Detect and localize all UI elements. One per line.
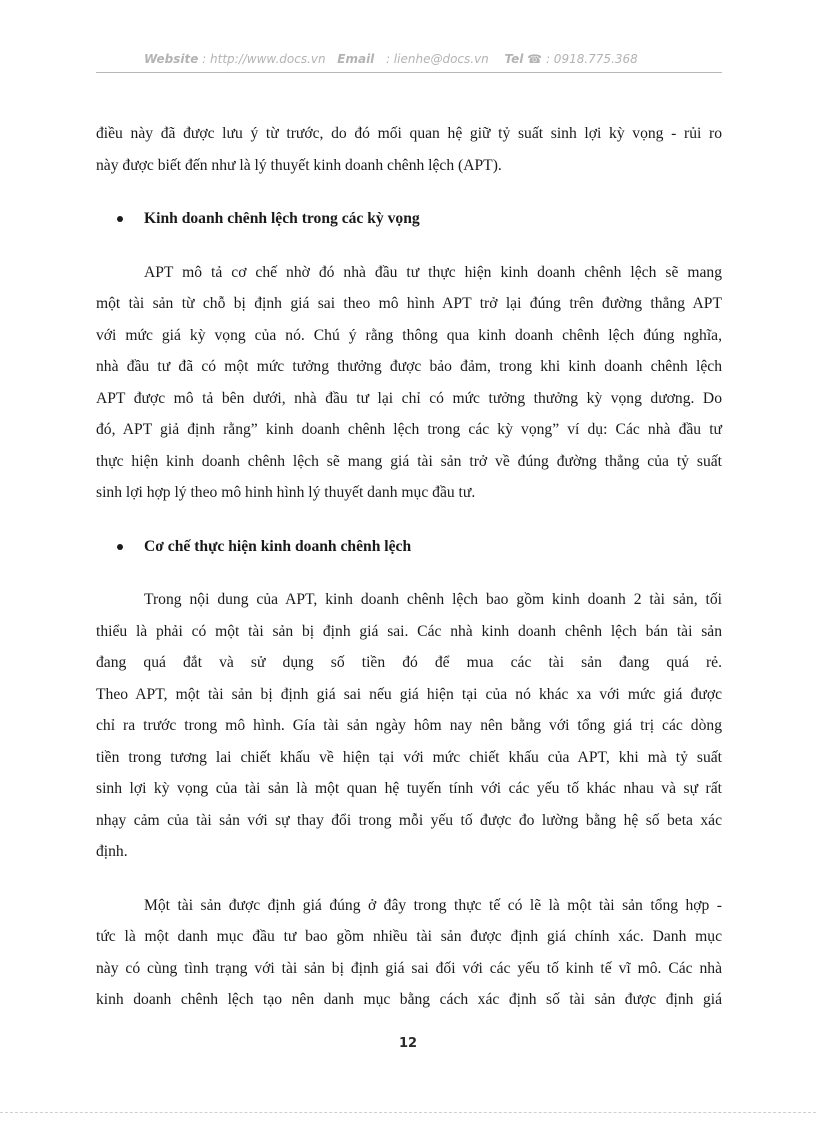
paragraph-line: với mức giá kỳ vọng của nó. Chú ý rằng thông qua kinh doanh chênh lệch đúng nghĩa, (96, 326, 722, 344)
paragraph-line: APT được mô tả bên dưới, nhà đầu tư lại chỉ có mức tưởng thưởng kỳ vọng dương. Do (96, 389, 722, 407)
paragraph-line: nhà đầu tư đã có một mức tưởng thưởng được bảo đảm, trong khi kinh doanh chênh lệch (96, 358, 722, 375)
heading-text: Cơ chế thực hiện kinh doanh chênh lệch (144, 537, 412, 555)
paragraph-line: APT mô tả cơ chế nhờ đó nhà đầu tư thực hiện kinh doanh chênh lệch sẽ mang (144, 263, 722, 281)
tel-label: Tel (504, 52, 524, 66)
tel-number: : 0918.775.368 (545, 52, 638, 66)
paragraph-line: tiền trong tương lai chiết khấu về hiện tại với mức chiết khấu của APT, khi mà tỷ suất (96, 748, 722, 766)
bullet-icon (117, 216, 123, 222)
phone-icon: ☎ (527, 52, 543, 66)
paragraph-line: này có cùng tình trạng với tài sản bị định giá sai đối với các yếu tố kinh tế vĩ mô. Các nhà (96, 959, 722, 977)
header-divider (96, 72, 722, 73)
intro-line: điều này đã được lưu ý từ trước, do đó mối quan hệ giữ tỷ suất sinh lợi kỳ vọng - rủi ro (96, 125, 722, 142)
page-number: 12 (398, 1036, 418, 1051)
intro-line: này được biết đến như là lý thuyết kinh doanh chênh lệch (APT). (96, 156, 502, 174)
bullet-icon (117, 544, 123, 550)
paragraph-line: kinh doanh chênh lệch tạo nên danh mục bằng cách xác định số tài sản được định giá (96, 991, 722, 1008)
website-label: Website (144, 52, 199, 66)
page-bottom-edge (0, 1112, 816, 1113)
paragraph-line: tức là một danh mục đầu tư bao gồm nhiều tài sản được định giá chính xác. Danh mục (96, 928, 722, 945)
paragraph-line: định. (96, 843, 128, 860)
paragraph-line: nhạy cảm của tài sản với sự thay đổi trong mỗi yếu tố được đo lường bằng hệ số beta xác (96, 811, 722, 829)
paragraph-line: thiểu là phải có một tài sản bị định giá sai. Các nhà kinh doanh chênh lệch bán tài sản (96, 622, 722, 640)
paragraph-line: một tài sản từ chỗ bị định giá sai theo mô hình APT trở lại đúng trên đường thẳng APT (96, 295, 722, 312)
paragraph-line: đang quá đắt và sử dụng số tiền đó để mua các tài sản đang quá rẻ. (96, 654, 722, 671)
paragraph-line: Theo APT, một tài sản bị định giá sai nếu giá hiện tại của nó khác xa với mức giá được (96, 685, 722, 703)
paragraph-line: thực hiện kinh doanh chênh lệch sẽ mang giá tài sản trở về đúng đường thẳng của tỷ suất (96, 452, 722, 470)
document-body (96, 118, 722, 1016)
paragraph-line: đó, APT giả định rằng” kinh doanh chênh lệch trong các kỳ vọng” ví dụ: Các nhà đầu tư (96, 421, 722, 438)
heading-text: Kinh doanh chênh lệch trong các kỳ vọng (144, 210, 420, 227)
email-address[interactable]: : lienhe@docs.vn (385, 52, 489, 66)
section-heading-arbitrage-mechanism (96, 531, 722, 563)
paragraph-line: sinh lợi kỳ vọng của tài sản là một quan hệ tuyến tính với các yếu tố khác nhau và sự rất (96, 780, 722, 797)
section-heading-arbitrage-expectations (96, 203, 722, 235)
paragraph-line: sinh lợi hợp lý theo mô hinh hình lý thuyết danh mục đầu tư. (96, 484, 476, 501)
website-url[interactable]: : http://www.docs.vn (202, 52, 326, 66)
page-header (96, 52, 722, 72)
paragraph-line: chỉ ra trước trong mô hình. Gía tài sản ngày hôm nay nên bằng với tổng giá trị các dòng (96, 717, 722, 734)
paragraph-line: Trong nội dung của APT, kinh doanh chênh lệch bao gồm kinh doanh 2 tài sản, tối (144, 591, 722, 608)
email-label: Email (337, 52, 375, 66)
paragraph-line: Một tài sản được định giá đúng ở đây trong thực tế có lẽ là một tài sản tổng hợp - (144, 896, 722, 914)
